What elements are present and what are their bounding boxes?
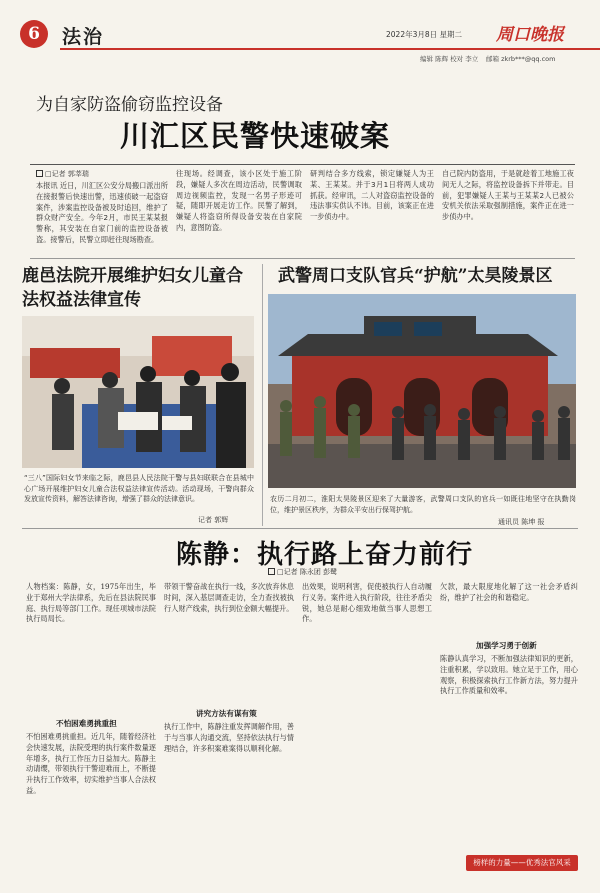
- story4-col4: 出效果，说明利害，促使被执行人自动履行义务。案件进入执行阶段，往往矛盾尖锐，她总是耐心细致地做当事人思想工作。: [302, 582, 432, 624]
- story1-bottom-rule: [30, 258, 575, 259]
- story4-col6: 陈静认真学习，不断加强法律知识的更新，注重积累，学以致用。她立足于工作，用心观察，积极探索执行工作新方法，努力提升执行工作质量和效率。: [440, 654, 578, 696]
- issue-date: 2022年3月8日 星期二: [386, 30, 463, 39]
- story4-headline: 陈静：执行路上奋力前行: [176, 540, 474, 570]
- story1-col1: 本报讯 近日，川汇区公安分局搬口派出所在接报警后快速出警，迅速侦破一起盗窃案件，涉案监控设备被及时追回，维护了群众财产安全。今年2月，市民王某某报警称，其安装在自家门前的监控设备被盗。接警后，民警立即赶往现场勘查。: [36, 181, 168, 244]
- contact-email: 邮箱 zkrb***@qq.com: [486, 55, 556, 63]
- story1-byline-text: □记者 郭莘瑞: [45, 170, 89, 178]
- story1-col2: 往现场。经调查，该小区处于施工阶段，嫌疑人多次在周边活动，民警调取周边视频监控，发现一名男子形迹可疑，随即开展走访工作。民警了解到，嫌疑人将盗窃所得设备安装在自家院内，意图防盗。: [176, 169, 302, 232]
- story4-col1: 不怕困难勇挑重担。近几年，随着经济社会快速发展，法院受理的执行案件数量逐年增多，执行工作压力日益加大。陈静主动请缨，带领执行干警迎难而上，不断提升执行工作效率，切实维护当事人合法权益。: [26, 732, 156, 795]
- square-icon: [36, 170, 43, 177]
- square-icon: [268, 568, 275, 575]
- story4-byline-text: □记者 陈永团 彭鹭: [277, 568, 338, 576]
- story4-byline: [268, 567, 337, 577]
- story4-col3: 执行工作中，陈静注重发挥调解作用，善于与当事人沟通交流，坚持依法执行与情理结合，许多积案难案得以顺利化解。: [164, 722, 294, 753]
- story4-col2: 带领干警奋战在执行一线，多次放弃休息时间，深入基层调查走访，全力查找被执行人财产线索，执行到位金额大幅提升。: [164, 582, 294, 613]
- story2-headline: 鹿邑法院开展维护妇女儿童合法权益法律宣传: [22, 266, 243, 310]
- newspaper-logo: 周口晚报: [496, 25, 564, 45]
- masthead-divider: [60, 48, 600, 50]
- editor-credit: 编辑 陈辉 校对 李立: [420, 55, 479, 63]
- story4-col5: 欠款，最大限度地化解了这一社会矛盾纠纷，维护了社会的和谐稳定。: [440, 582, 578, 602]
- story1-kicker: 为自家防盗偷窃监控设备: [36, 95, 223, 115]
- page-number-badge: 6: [20, 20, 48, 48]
- legal-promotion-photo: [22, 316, 254, 468]
- story3-photo: [268, 294, 576, 488]
- story1-col4: 自己院内防盗用，于是就趁着工地施工夜间无人之际，将监控设备拆下并带走。目前，犯罪嫌疑人王某与王某某2人已被公安机关依法采取强制措施，案件正在进一步侦办中。: [442, 169, 574, 222]
- story4-subhead2: 讲究方法有谋有策: [196, 709, 257, 718]
- story3-credit: 通讯员 陈坤 报: [498, 518, 545, 526]
- story2-credit: 记者 郭辉: [198, 516, 229, 524]
- story4-subhead3: 加强学习勇于创新: [476, 641, 537, 650]
- story4-subhead1: 不怕困难勇挑重担: [56, 719, 117, 728]
- story2-caption: “三八”国际妇女节来临之际，鹿邑县人民法院干警与县妇联联合在县城中心广场开展维护妇女儿童合法权益法律宣传活动。活动现场，干警向群众发放宣传资料，解答法律咨询，增强了群众的法律意识。: [24, 474, 254, 503]
- story1-col3: 研判结合多方线索，锁定嫌疑人为王某、王某某。并于3月1日将两人成功抓获。经审讯，二人对盗窃监控设备的违法事实供认不讳。目前，该案正在进一步侦办中。: [310, 169, 434, 222]
- story2-photo: [22, 316, 254, 468]
- section-title: 法治: [62, 26, 105, 48]
- story1-rule: [30, 164, 575, 165]
- story1-byline: [36, 169, 89, 179]
- temple-scenic-photo: [268, 294, 576, 488]
- series-banner: 榜样的力量——优秀法官风采: [466, 855, 578, 871]
- story3-caption: 农历二月初二，淮阳太昊陵景区迎来了大量游客，武警周口支队的官兵一如既往地坚守在执勤岗位，维护景区秩序，为群众平安出行保驾护航。: [270, 495, 576, 514]
- story1-headline: 川汇区民警快速破案: [120, 119, 391, 153]
- column-divider: [262, 264, 263, 526]
- story3-headline: 武警周口支队官兵“护航”太昊陵景区: [278, 266, 553, 286]
- story4-bio: 人物档案：陈静，女，1975年出生，毕业于郑州大学法律系，先后在县法院民事庭、执行局等部门工作。现任项城市法院执行局局长。: [26, 582, 156, 624]
- section-bottom-rule: [22, 528, 578, 529]
- masthead: [0, 0, 600, 68]
